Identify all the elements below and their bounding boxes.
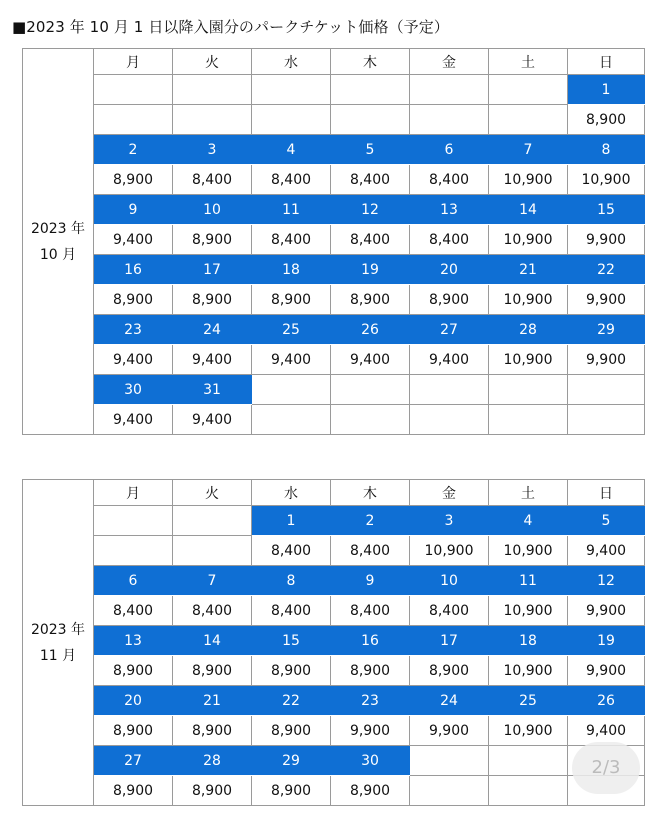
empty-cell — [331, 75, 410, 105]
ticket-price: 8,900 — [410, 285, 489, 315]
weekday-header: 水 — [252, 480, 331, 506]
price-row — [23, 776, 645, 806]
day-number: 28 — [173, 746, 252, 776]
empty-cell — [331, 405, 410, 435]
day-number: 11 — [252, 195, 331, 225]
day-number: 13 — [94, 626, 173, 656]
weekday-header: 土 — [489, 480, 568, 506]
ticket-price: 9,900 — [568, 225, 645, 255]
empty-cell — [252, 405, 331, 435]
empty-cell — [410, 776, 489, 806]
day-number: 23 — [94, 315, 173, 345]
weekday-header-row — [23, 480, 645, 506]
empty-cell — [331, 375, 410, 405]
ticket-price: 8,400 — [331, 225, 410, 255]
ticket-price: 9,400 — [94, 405, 173, 435]
weekday-header: 木 — [331, 480, 410, 506]
empty-cell — [94, 75, 173, 105]
ticket-price: 8,400 — [331, 596, 410, 626]
ticket-price: 8,900 — [94, 165, 173, 195]
day-number: 30 — [94, 375, 173, 405]
ticket-price: 8,900 — [173, 225, 252, 255]
ticket-price: 10,900 — [489, 656, 568, 686]
ticket-price: 10,900 — [410, 536, 489, 566]
empty-cell — [489, 375, 568, 405]
price-row — [23, 165, 645, 195]
ticket-price: 9,400 — [568, 716, 645, 746]
empty-cell — [331, 105, 410, 135]
empty-cell — [173, 536, 252, 566]
weekday-header: 水 — [252, 49, 331, 75]
ticket-price: 8,900 — [94, 285, 173, 315]
empty-cell — [489, 75, 568, 105]
day-number: 11 — [489, 566, 568, 596]
day-number: 10 — [410, 566, 489, 596]
month-label: 10 月 — [39, 246, 77, 263]
day-number: 8 — [568, 135, 645, 165]
day-number: 1 — [568, 75, 645, 105]
price-row — [23, 656, 645, 686]
ticket-price: 8,400 — [173, 596, 252, 626]
day-number: 19 — [331, 255, 410, 285]
day-number: 16 — [331, 626, 410, 656]
ticket-price: 10,900 — [489, 165, 568, 195]
ticket-price: 8,400 — [410, 225, 489, 255]
ticket-price: 10,900 — [489, 285, 568, 315]
weekday-header-row — [23, 49, 645, 75]
ticket-price: 8,400 — [252, 596, 331, 626]
weekday-header: 火 — [173, 480, 252, 506]
ticket-price: 8,400 — [173, 165, 252, 195]
price-row — [23, 596, 645, 626]
day-number: 7 — [173, 566, 252, 596]
day-number: 27 — [94, 746, 173, 776]
ticket-price: 9,400 — [94, 345, 173, 375]
day-number: 15 — [252, 626, 331, 656]
day-number-row — [23, 746, 645, 776]
day-number: 2 — [94, 135, 173, 165]
price-row — [23, 105, 645, 135]
ticket-price: 8,400 — [252, 225, 331, 255]
day-number: 25 — [252, 315, 331, 345]
ticket-price: 10,900 — [568, 165, 645, 195]
calendar-november — [22, 479, 645, 806]
empty-cell — [94, 506, 173, 536]
day-number: 14 — [173, 626, 252, 656]
day-number: 20 — [94, 686, 173, 716]
ticket-price: 8,400 — [331, 536, 410, 566]
ticket-price: 8,900 — [94, 656, 173, 686]
day-number: 19 — [568, 626, 645, 656]
empty-cell — [489, 776, 568, 806]
price-row — [23, 405, 645, 435]
day-number: 9 — [94, 195, 173, 225]
day-number: 4 — [489, 506, 568, 536]
price-row — [23, 716, 645, 746]
day-number: 23 — [331, 686, 410, 716]
day-number: 15 — [568, 195, 645, 225]
page-indicator[interactable]: 2/3 — [572, 742, 640, 794]
day-number: 30 — [331, 746, 410, 776]
weekday-header: 火 — [173, 49, 252, 75]
day-number: 17 — [410, 626, 489, 656]
day-number: 3 — [173, 135, 252, 165]
weekday-header: 日 — [568, 480, 645, 506]
ticket-price: 10,900 — [489, 345, 568, 375]
day-number: 5 — [568, 506, 645, 536]
day-number-row — [23, 135, 645, 165]
ticket-price: 9,400 — [173, 405, 252, 435]
day-number: 12 — [568, 566, 645, 596]
empty-cell — [410, 405, 489, 435]
day-number: 9 — [331, 566, 410, 596]
day-number: 24 — [410, 686, 489, 716]
empty-cell — [489, 405, 568, 435]
weekday-header: 月 — [94, 49, 173, 75]
empty-cell — [410, 105, 489, 135]
day-number: 7 — [489, 135, 568, 165]
ticket-price: 9,400 — [173, 345, 252, 375]
price-row — [23, 225, 645, 255]
ticket-price: 8,900 — [252, 656, 331, 686]
ticket-price: 8,900 — [173, 776, 252, 806]
ticket-price: 8,400 — [252, 165, 331, 195]
day-number: 6 — [94, 566, 173, 596]
empty-cell — [94, 105, 173, 135]
day-number: 24 — [173, 315, 252, 345]
day-number: 26 — [331, 315, 410, 345]
ticket-price: 10,900 — [489, 716, 568, 746]
day-number: 2 — [331, 506, 410, 536]
ticket-price: 8,400 — [410, 596, 489, 626]
day-number: 5 — [331, 135, 410, 165]
day-number: 22 — [568, 255, 645, 285]
weekday-header: 土 — [489, 49, 568, 75]
day-number: 25 — [489, 686, 568, 716]
ticket-price: 10,900 — [489, 536, 568, 566]
ticket-price: 9,900 — [410, 716, 489, 746]
ticket-price: 8,900 — [94, 776, 173, 806]
day-number-row — [23, 506, 645, 536]
empty-cell — [173, 105, 252, 135]
year-label: 2023 年 — [30, 220, 86, 237]
ticket-price: 9,400 — [252, 345, 331, 375]
day-number: 21 — [173, 686, 252, 716]
ticket-price: 8,900 — [410, 656, 489, 686]
day-number: 1 — [252, 506, 331, 536]
day-number: 12 — [331, 195, 410, 225]
day-number-row — [23, 315, 645, 345]
ticket-price: 9,900 — [568, 345, 645, 375]
day-number-row — [23, 375, 645, 405]
ticket-price: 8,400 — [410, 165, 489, 195]
price-row — [23, 345, 645, 375]
month-label-cell — [23, 480, 94, 806]
ticket-price: 8,900 — [331, 285, 410, 315]
ticket-price: 8,900 — [173, 716, 252, 746]
empty-cell — [410, 746, 489, 776]
day-number: 17 — [173, 255, 252, 285]
empty-cell — [489, 105, 568, 135]
day-number: 21 — [489, 255, 568, 285]
weekday-header: 日 — [568, 49, 645, 75]
price-row — [23, 536, 645, 566]
day-number-row — [23, 566, 645, 596]
year-label: 2023 年 — [30, 621, 86, 638]
ticket-price: 9,400 — [94, 225, 173, 255]
weekday-header: 金 — [410, 480, 489, 506]
month-label-cell — [23, 49, 94, 435]
day-number: 29 — [568, 315, 645, 345]
day-number: 10 — [173, 195, 252, 225]
day-number: 26 — [568, 686, 645, 716]
ticket-price: 9,900 — [568, 285, 645, 315]
ticket-price: 8,900 — [568, 105, 645, 135]
day-number-row — [23, 255, 645, 285]
day-number: 14 — [489, 195, 568, 225]
day-number: 8 — [252, 566, 331, 596]
empty-cell — [568, 405, 645, 435]
ticket-price: 8,900 — [252, 776, 331, 806]
price-row — [23, 285, 645, 315]
ticket-price: 8,400 — [252, 536, 331, 566]
ticket-price: 8,900 — [173, 285, 252, 315]
day-number: 29 — [252, 746, 331, 776]
day-number: 6 — [410, 135, 489, 165]
ticket-price: 8,900 — [94, 716, 173, 746]
day-number: 22 — [252, 686, 331, 716]
day-number: 27 — [410, 315, 489, 345]
ticket-price: 9,400 — [331, 345, 410, 375]
day-number-row — [23, 75, 645, 105]
ticket-price: 9,900 — [568, 596, 645, 626]
empty-cell — [173, 75, 252, 105]
day-number: 18 — [489, 626, 568, 656]
empty-cell — [94, 536, 173, 566]
weekday-header: 木 — [331, 49, 410, 75]
day-number-row — [23, 195, 645, 225]
calendar-october — [22, 48, 645, 435]
empty-cell — [410, 375, 489, 405]
day-number-row — [23, 626, 645, 656]
ticket-price: 10,900 — [489, 225, 568, 255]
empty-cell — [410, 75, 489, 105]
day-number: 28 — [489, 315, 568, 345]
weekday-header: 月 — [94, 480, 173, 506]
day-number: 13 — [410, 195, 489, 225]
page-title: ■2023 年 10 月 1 日以降入園分のパークチケット価格（予定） — [12, 18, 449, 36]
empty-cell — [489, 746, 568, 776]
ticket-price: 8,400 — [331, 165, 410, 195]
ticket-price: 8,400 — [94, 596, 173, 626]
ticket-price: 8,900 — [331, 656, 410, 686]
day-number: 4 — [252, 135, 331, 165]
empty-cell — [173, 506, 252, 536]
empty-cell — [252, 75, 331, 105]
day-number: 18 — [252, 255, 331, 285]
ticket-price: 9,900 — [331, 716, 410, 746]
ticket-price: 8,900 — [252, 716, 331, 746]
day-number: 20 — [410, 255, 489, 285]
day-number: 31 — [173, 375, 252, 405]
ticket-price: 8,900 — [252, 285, 331, 315]
ticket-price: 9,400 — [568, 536, 645, 566]
empty-cell — [252, 105, 331, 135]
day-number-row — [23, 686, 645, 716]
month-label: 11 月 — [39, 647, 77, 664]
empty-cell — [568, 375, 645, 405]
day-number: 16 — [94, 255, 173, 285]
empty-cell — [252, 375, 331, 405]
ticket-price: 9,400 — [410, 345, 489, 375]
ticket-price: 10,900 — [489, 596, 568, 626]
ticket-price: 8,900 — [331, 776, 410, 806]
day-number: 3 — [410, 506, 489, 536]
ticket-price: 9,900 — [568, 656, 645, 686]
weekday-header: 金 — [410, 49, 489, 75]
ticket-price: 8,900 — [173, 656, 252, 686]
